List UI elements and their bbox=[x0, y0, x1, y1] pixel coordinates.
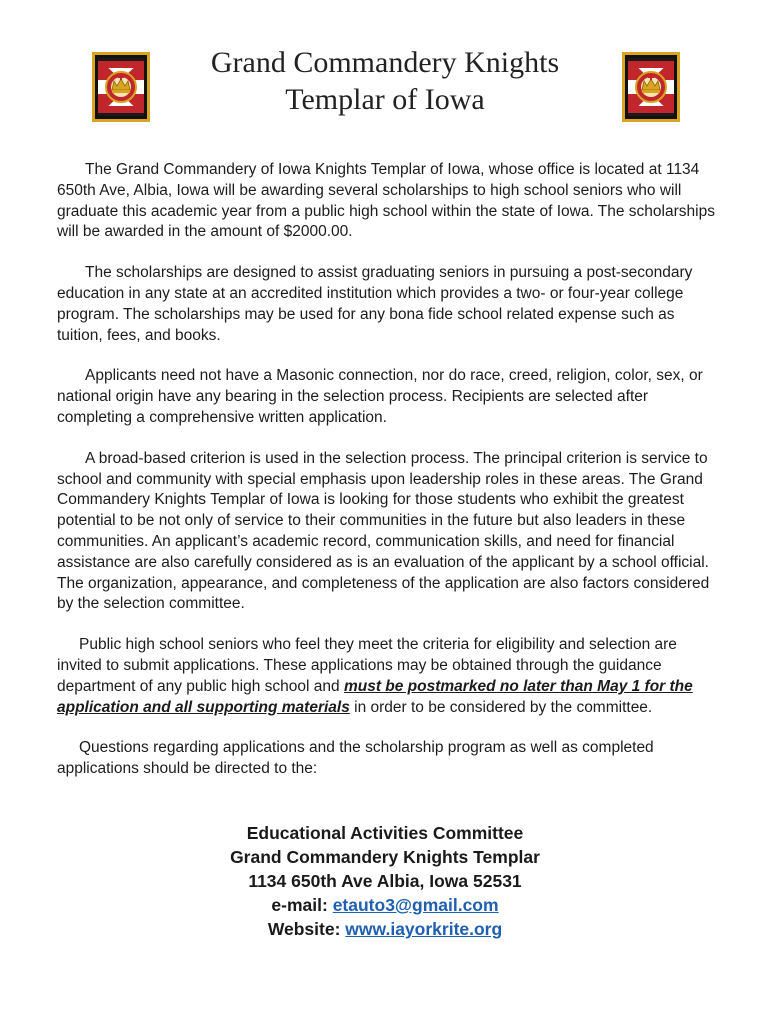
knights-templar-emblem-icon bbox=[620, 50, 682, 124]
organization-name: Grand Commandery Knights Templar bbox=[230, 847, 540, 867]
document-header bbox=[0, 40, 770, 130]
application-text-start: Public high school seniors who feel they meet the criteria for eligibility and selection are invited to submit applications. These applications may be obtained through the guidance department of any public high school and bbox=[57, 636, 677, 695]
document-body bbox=[57, 160, 715, 800]
website-label: Website: bbox=[267, 919, 346, 939]
paragraph-intro: The Grand Commandery of Iowa Knights Templar of Iowa, whose office is located at 1134 650th Ave, Albia, Iowa will be awarding several scholarships to high school seniors who will graduate this academic year from a public high school within the state of Iowa. The scholarships will be awarded in the amount of $2000.00. bbox=[57, 161, 715, 241]
paragraph-purpose: The scholarships are designed to assist graduating seniors in pursuing a post-secondary education in any state at an accredited institution which provides a two- or four-year college program. The scholarships may be used for any bona fide school related expense such as tuition, fees, and books. bbox=[57, 264, 693, 344]
email-line bbox=[0, 893, 770, 917]
paragraph-application bbox=[57, 635, 715, 718]
website-line bbox=[0, 917, 770, 941]
contact-block bbox=[0, 821, 770, 941]
website-link[interactable]: www.iayorkrite.org bbox=[345, 919, 503, 939]
email-label: e-mail: bbox=[271, 895, 333, 915]
mailing-address: 1134 650th Ave Albia, Iowa 52531 bbox=[248, 871, 522, 891]
application-text-end: in order to be considered by the committee. bbox=[349, 698, 653, 716]
paragraph-criteria: A broad-based criterion is used in the selection process. The principal criterion is service to school and community with special emphasis upon leadership roles in these areas. The Grand Commandery Knights Templar of Iowa is looking for those students who exhibit the greatest potential to be not only of service to their communities in the future but also leaders in these communities. An applicant’s academic record, communication skills, and need for financial assistance are also carefully considered as is an evaluation of the applicant by a school official. The organization, appearance, and completeness of the application are also factors considered by the selection committee. bbox=[57, 449, 710, 613]
title-line-1: Grand Commandery Knights bbox=[210, 46, 560, 79]
paragraph-eligibility: Applicants need not have a Masonic connection, nor do race, creed, religion, color, sex, or national origin have any bearing in the selection process. Recipients are selected after completing a comprehensive written application. bbox=[57, 367, 703, 426]
email-link[interactable]: etauto3@gmail.com bbox=[332, 895, 499, 915]
deadline-notice: must be postmarked no later than May 1 for the application and all supporting materials bbox=[57, 677, 693, 716]
paragraph-questions: Questions regarding applications and the scholarship program as well as completed applications should be directed to the: bbox=[57, 739, 654, 778]
title-line-2: Templar of Iowa bbox=[285, 83, 485, 116]
committee-name: Educational Activities Committee bbox=[246, 823, 524, 843]
